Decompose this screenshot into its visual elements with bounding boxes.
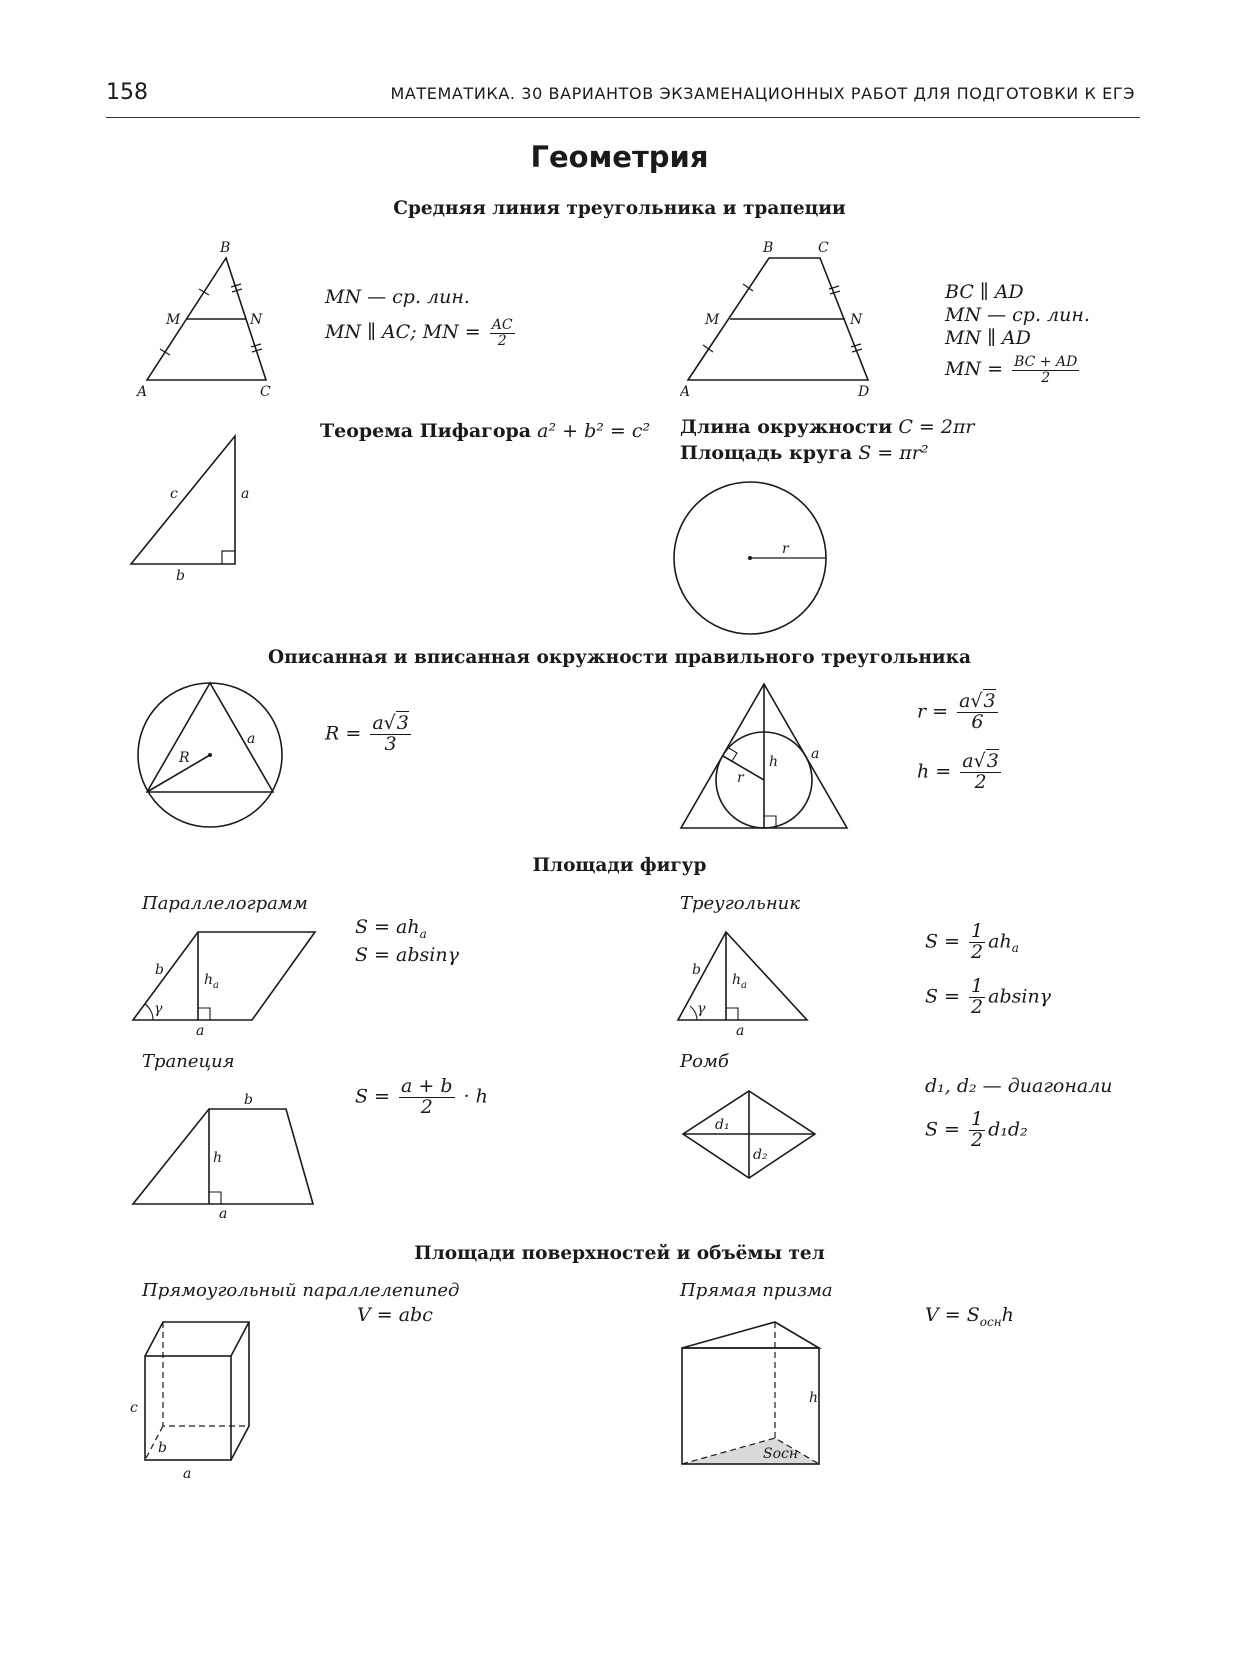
point-label: B [763,240,774,256]
parallelogram-formula-1: $S = ah_a$ [355,916,427,941]
side-label: c [170,486,178,502]
midline-triangle-figure [130,238,290,398]
triangle-name: Треугольник [680,893,801,914]
angle-label: γ [697,1001,706,1017]
rhombus-diagonals: d₁, d₂ — диагонали [925,1075,1113,1097]
angle-label: γ [154,1001,163,1017]
running-title: МАТЕМАТИКА. 30 ВАРИАНТОВ ЭКЗАМЕНАЦИОННЫХ РАБОТ ДЛЯ ПОДГОТОВКИ К ЕГЭ [390,84,1135,103]
midline-trap-formula-2: MN — ср. лин. [945,304,1090,326]
point-label: A [137,384,148,398]
edge-label: c [130,1400,138,1416]
midline-trap-formula-4: MN = $\frac{BC + AD}{2}$ [945,354,1078,386]
side-label: a [196,1023,205,1038]
height-label: h [809,1390,819,1406]
section-heading-areas: Площади фигур [532,855,707,876]
side-label: a [736,1023,745,1038]
point-label: N [850,312,863,328]
triangle-formula-1: S = $\frac{1}{2}$ $ah_a$ [925,920,1019,963]
parallelogram-formula-2: S = absinγ [355,944,459,966]
midline-trapezoid-figure [680,238,880,398]
triangle-formula-2: S = $\frac{1}{2}$ absinγ [925,975,1052,1018]
midline-tri-formula-2: MN ∥ AC; MN = $\frac{AC}{2}$ [325,317,513,349]
rhombus-name: Ромб [680,1051,729,1072]
pythagoras-theorem: Теорема Пифагора a² + b² = c² [320,420,651,442]
page-title: Геометрия [530,140,709,174]
circle-length: Длина окружности C = 2πr [680,416,975,438]
section-heading-midline: Средняя линия треугольника и трапеции [393,198,846,219]
point-label: C [260,384,271,398]
diagonal-label: d₁ [715,1117,730,1133]
edge-label: a [183,1466,192,1478]
box-figure [125,1318,275,1478]
base-label: Sосн [763,1446,799,1462]
side-label: b [692,962,701,978]
prism-formula: $V = S_{осн}h$ [925,1304,1014,1329]
section-heading-solids: Площади поверхностей и объёмы тел [414,1243,825,1264]
midline-trap-formula-1: BC ∥ AD [945,281,1024,303]
section-heading-circles: Описанная и вписанная окружности правильного треугольника [268,647,971,668]
trapezoid-area-figure [125,1090,325,1220]
point-label: M [166,312,181,328]
prism-name: Прямая призма [680,1280,833,1301]
radius-label: R [179,750,190,766]
inscribed-figure [675,680,855,835]
diagonal-label: d₂ [753,1147,768,1163]
inradius-formula: r = $\frac{a√3}{6}$ [917,690,996,733]
side-label: b [244,1092,253,1108]
side-label: a [247,731,256,747]
circle-area: Площадь круга S = πr² [680,442,929,464]
radius-label: r [782,541,789,557]
side-label: a [219,1206,228,1220]
trapezoid-formula: S = $\frac{a + b}{2}$ · h [355,1075,488,1118]
midline-trap-formula-3: MN ∥ AD [945,327,1031,349]
side-label: b [176,568,185,584]
circumradius-formula: R = $\frac{a√3}{3}$ [325,712,409,755]
point-label: A [680,384,691,398]
header-rule [106,117,1140,118]
rhombus-figure [675,1085,825,1185]
inradius-label: r [737,770,744,786]
point-label: B [220,240,231,256]
circumscribed-figure [135,680,285,830]
point-label: N [250,312,263,328]
prism-figure [675,1318,835,1478]
point-label: C [818,240,829,256]
height-label: $h_a$ [204,972,219,991]
height-formula: h = $\frac{a√3}{2}$ [917,750,999,793]
midline-tri-formula-1: MN — ср. лин. [325,286,470,308]
side-label: b [155,962,164,978]
side-label: a [811,746,820,762]
point-label: D [858,384,870,398]
box-name: Прямоугольный параллелепипед [142,1280,460,1301]
height-label: h [213,1150,223,1166]
point-label: M [705,312,720,328]
parallelogram-name: Параллелограмм [142,893,308,914]
rhombus-formula: S = $\frac{1}{2}$ d₁d₂ [925,1108,1028,1151]
page-number: 158 [106,80,148,105]
circle-figure [670,478,830,638]
height-label: h [769,754,779,770]
height-label: $h_a$ [732,972,747,991]
triangle-area-figure [670,928,820,1038]
pythagoras-figure [125,430,265,590]
parallelogram-figure [125,928,325,1038]
trapezoid-name: Трапеция [142,1051,235,1072]
edge-label: b [158,1440,167,1456]
box-formula: V = abc [357,1304,433,1326]
side-label: a [241,486,250,502]
